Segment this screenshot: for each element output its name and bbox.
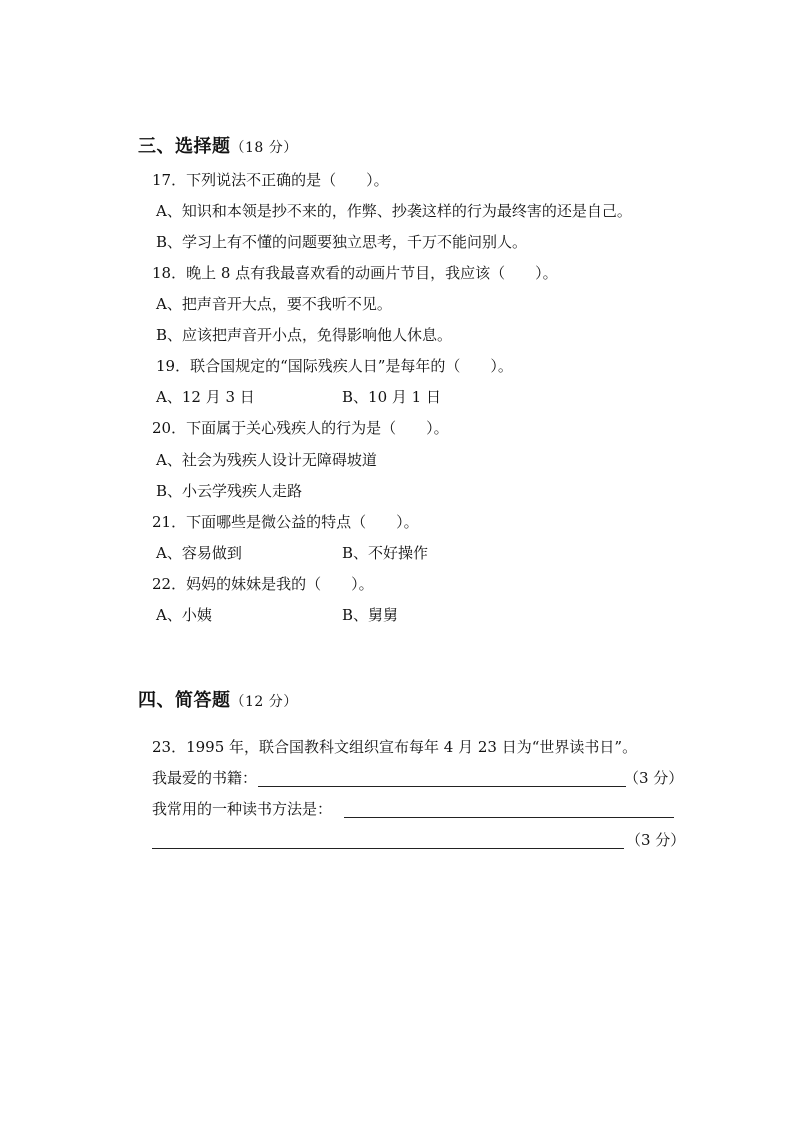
- favorite-book-answer-line[interactable]: [258, 786, 626, 787]
- question-22-option-a: A、小姨: [156, 606, 212, 624]
- section-4-title: 四、简答题: [138, 690, 231, 711]
- question-19: 19．联合国规定的“国际残疾人日”是每年的（ ）。: [156, 357, 513, 375]
- reading-method-answer-line-2[interactable]: [152, 848, 624, 849]
- question-22: 22．妈妈的妹妹是我的（ ）。: [152, 575, 374, 593]
- question-20-option-b: B、小云学残疾人走路: [156, 482, 303, 500]
- section-4-heading: [138, 686, 298, 712]
- question-19-option-a: A、12 月 3 日: [156, 388, 255, 406]
- question-21-options: [156, 543, 556, 563]
- question-19-option-b: B、10 月 1 日: [342, 388, 441, 406]
- question-18-option-a: A、把声音开大点，要不我听不见。: [156, 295, 392, 313]
- section-3-points: （18 分）: [230, 140, 298, 156]
- question-20: 20．下面属于关心残疾人的行为是（ ）。: [152, 419, 449, 437]
- question-18: 18．晚上 8 点有我最喜欢看的动画片节目，我应该（ ）。: [152, 264, 558, 282]
- question-18-option-b: B、应该把声音开小点，免得影响他人休息。: [156, 326, 453, 344]
- section-3-heading: [138, 132, 298, 158]
- section-4-points: （12 分）: [230, 694, 298, 710]
- reading-method-points: （3 分）: [626, 831, 686, 849]
- question-19-options: [156, 387, 556, 407]
- question-17-option-a: A、知识和本领是抄不来的，作弊、抄袭这样的行为最终害的还是自己。: [156, 202, 632, 220]
- question-17-option-b: B、学习上有不懂的问题要独立思考，千万不能问别人。: [156, 233, 528, 251]
- question-21: 21．下面哪些是微公益的特点（ ）。: [152, 513, 419, 531]
- favorite-book-points: （3 分）: [624, 769, 684, 787]
- question-22-option-b: B、舅舅: [342, 606, 399, 624]
- question-21-option-a: A、容易做到: [156, 544, 242, 562]
- question-23: 23．1995 年，联合国教科文组织宣布每年 4 月 23 日为“世界读书日”。: [152, 738, 638, 756]
- favorite-book-label: 我最爱的书籍：: [152, 769, 258, 787]
- question-22-options: [156, 605, 556, 625]
- reading-method-answer-line-1[interactable]: [344, 817, 674, 818]
- question-20-option-a: A、社会为残疾人设计无障碍坡道: [156, 451, 377, 469]
- question-21-option-b: B、不好操作: [342, 544, 429, 562]
- section-3-title: 三、选择题: [138, 136, 231, 157]
- question-17: 17．下列说法不正确的是（ ）。: [152, 171, 389, 189]
- reading-method-label: 我常用的一种读书方法是：: [152, 800, 333, 818]
